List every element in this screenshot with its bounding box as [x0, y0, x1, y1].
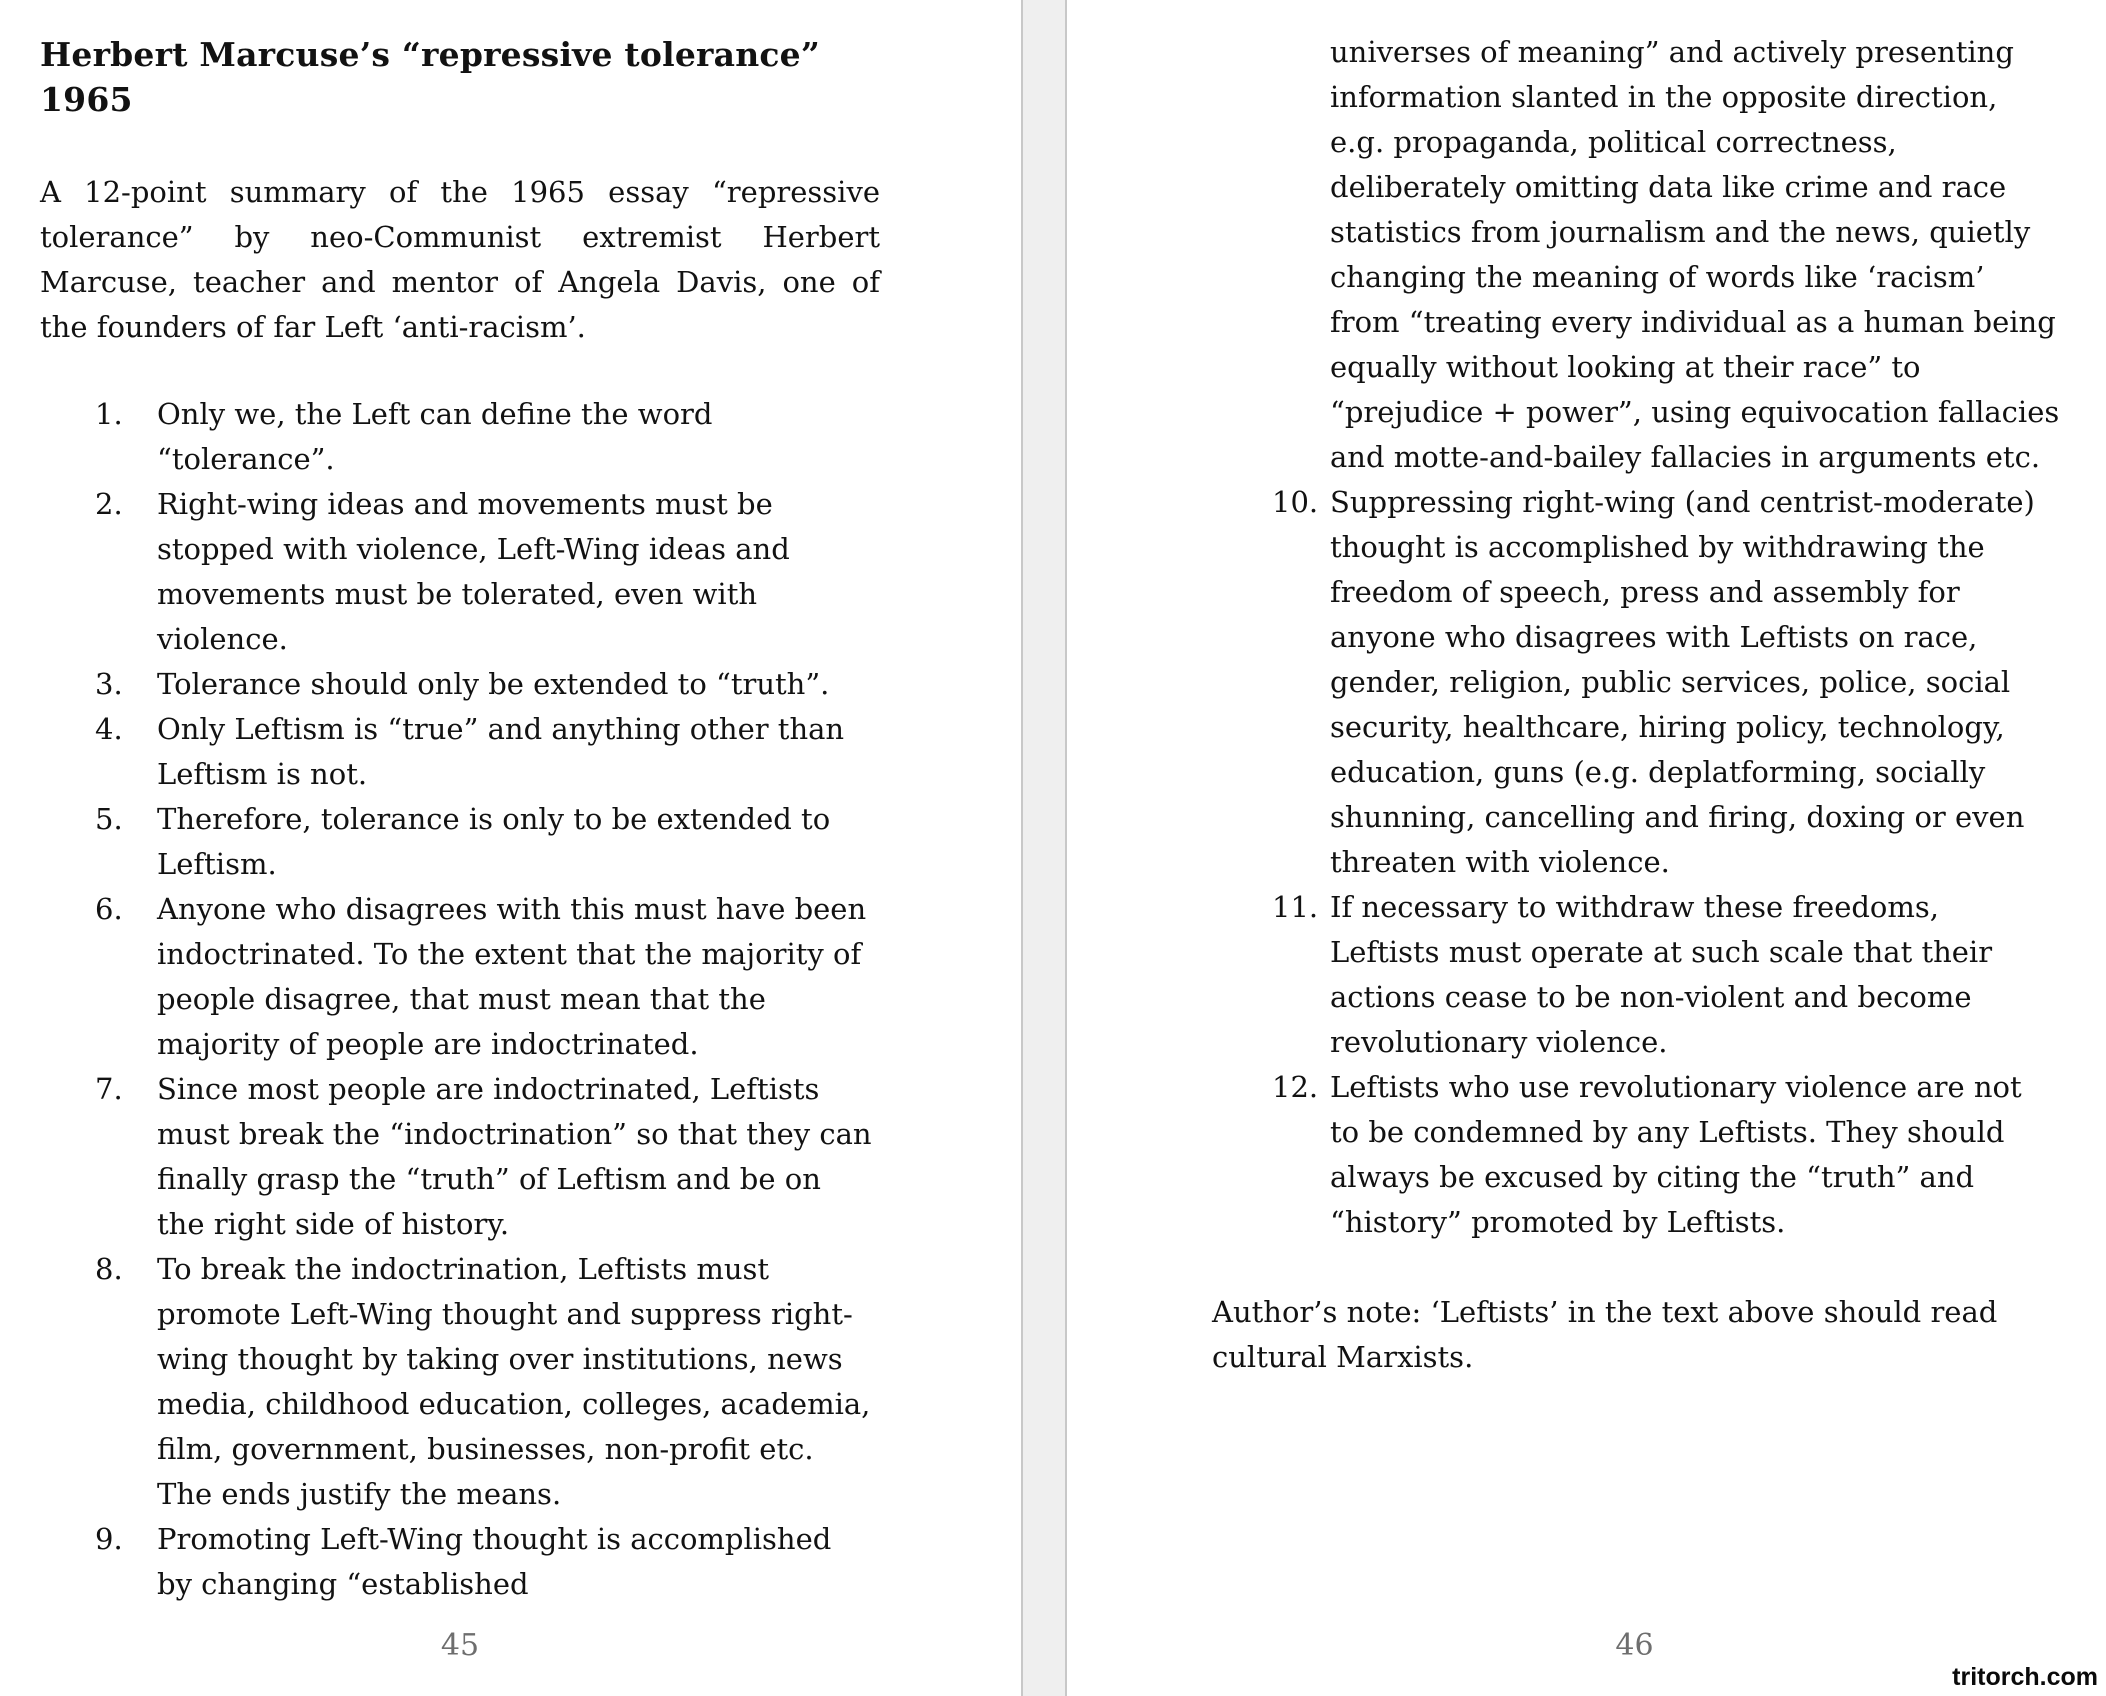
list-item: [1272, 1065, 2067, 1245]
list-item: [95, 1247, 920, 1517]
list-item-number: 3.: [95, 667, 123, 701]
list-item-number: 9.: [95, 1522, 123, 1556]
list-item-number: 7.: [95, 1072, 123, 1106]
left-page: [0, 0, 1021, 1696]
list-item-text: Leftists who use revolutionary violence are not to be condemned by any Leftists. They should always be excused by citing the “truth” and “history” promoted by Leftists.: [1330, 1070, 2022, 1239]
list-item-text: Anyone who disagrees with this must have been indoctrinated. To the extent that the majority of people disagree, that must mean that the majority of people are indoctrinated.: [157, 892, 867, 1061]
list-item-number: 5.: [95, 802, 123, 836]
list-item: [95, 887, 920, 1067]
list-item: [95, 797, 920, 887]
list-item-text: Only we, the Left can define the word “tolerance”.: [157, 397, 713, 476]
list-item-text: Suppressing right-wing (and centrist-moderate) thought is accomplished by withdrawing the freedom of speech, press and assembly for anyone who disagrees with Leftists on race, gender, religion, public services, police, social security, healthcare, hiring policy, technology, education, guns (e.g. deplatforming, socially shunning, cancelling and firing, doxing or even threaten with violence.: [1330, 485, 2035, 879]
list-item-number: 8.: [95, 1252, 123, 1286]
page-number-46: 46: [1615, 1628, 1654, 1663]
list-item: [95, 1517, 920, 1607]
list-item-text: Since most people are indoctrinated, Leftists must break the “indoctrination” so that they can finally grasp the “truth” of Leftism and be on the right side of history.: [157, 1072, 872, 1241]
list-item-text: Promoting Left-Wing thought is accomplished by changing “established: [157, 1522, 832, 1601]
right-page-content: [1067, 0, 2067, 1380]
list-item: [95, 662, 920, 707]
list-item: [95, 482, 920, 662]
list-item-number: 6.: [95, 892, 123, 926]
list-item-number: 2.: [95, 487, 123, 521]
numbered-list-10-12: [1067, 480, 2067, 1245]
list-item-number: 12.: [1272, 1070, 1319, 1104]
left-page-content: [0, 0, 920, 1607]
list-item-text: Therefore, tolerance is only to be extended to Leftism.: [157, 802, 831, 881]
page-gutter: [1021, 0, 1067, 1696]
list-item-text: Tolerance should only be extended to “truth”.: [157, 667, 830, 701]
list-item-number: 1.: [95, 397, 123, 431]
item9-continuation: universes of meaning” and actively presenting information slanted in the opposite direction, e.g. propaganda, political correctness, deliberately omitting data like crime and race statistics from journalism and the news, quietly changing the meaning of words like ‘racism’ from “treating every individual as a human being equally without looking at their race” to “prejudice + power”, using equivocation fallacies and motte-and-bailey fallacies in arguments etc.: [1330, 35, 2060, 474]
list-item-number: 11.: [1272, 890, 1319, 924]
authors-note: Author’s note: ‘Leftists’ in the text above should read cultural Marxists.: [1212, 1295, 1998, 1374]
list-item: [1272, 885, 2067, 1065]
intro-paragraph: A 12-point summary of the 1965 essay “repressive tolerance” by neo-Communist extremist Herbert Marcuse, teacher and mentor of Angela Davis, one of the founders of far Left ‘anti-racism’.: [40, 175, 880, 344]
list-item-number: 4.: [95, 712, 123, 746]
list-item-text: Only Leftism is “true” and anything other than Leftism is not.: [157, 712, 845, 791]
list-item-number: 10.: [1272, 485, 1319, 519]
list-item: [95, 1067, 920, 1247]
right-page: [1067, 0, 2106, 1696]
page-heading: Herbert Marcuse’s “repressive tolerance” 1965: [40, 35, 821, 119]
list-item: [95, 392, 920, 482]
list-item-text: If necessary to withdraw these freedoms, Leftists must operate at such scale that their actions cease to be non-violent and become revolutionary violence.: [1330, 890, 1993, 1059]
page-number-45: 45: [440, 1628, 480, 1663]
list-item: [1272, 480, 2067, 885]
list-item-text: Right-wing ideas and movements must be stopped with violence, Left-Wing ideas and movements must be tolerated, even with violence.: [157, 487, 790, 656]
numbered-list-1-9: [40, 392, 920, 1607]
watermark-tritorch: tritorch.com: [1952, 1663, 2098, 1691]
list-item-text: To break the indoctrination, Leftists must promote Left-Wing thought and suppress right-wing thought by taking over institutions, news media, childhood education, colleges, academia, film, government, businesses, non-profit etc. The ends justify the means.: [157, 1252, 871, 1511]
list-item: [95, 707, 920, 797]
